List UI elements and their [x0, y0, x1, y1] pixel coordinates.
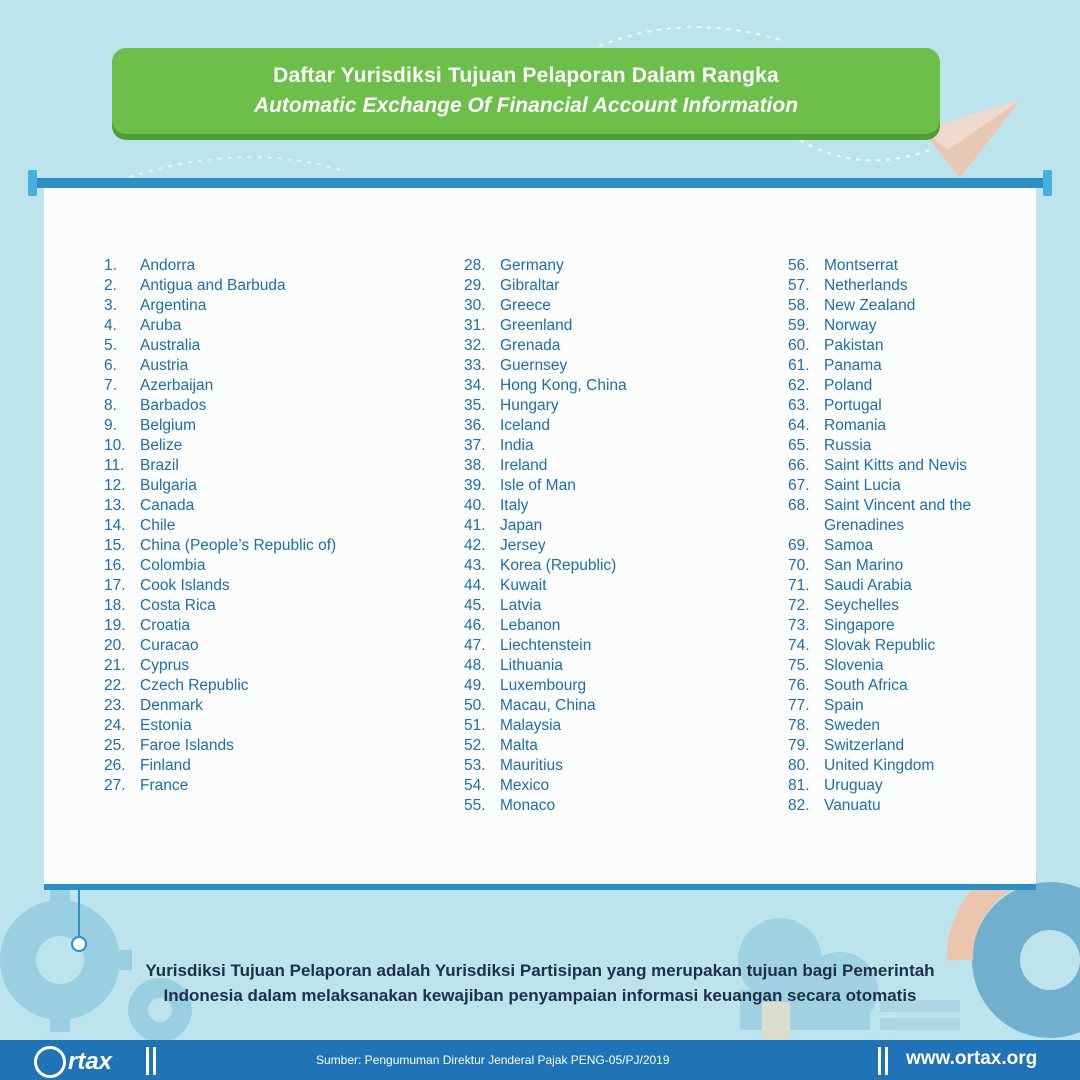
list-item-name: Croatia [140, 617, 190, 634]
list-item-name: Antigua and Barbuda [140, 277, 286, 294]
list-item-name: Bulgaria [140, 477, 197, 494]
list-item-number: 40. [464, 497, 486, 514]
list-item [788, 556, 1024, 576]
list-item-name: Sweden [824, 717, 881, 734]
list-item-number: 78. [788, 717, 810, 734]
list-item-name: New Zealand [824, 297, 916, 314]
list-item-name: Lithuania [500, 657, 563, 674]
list-item [464, 776, 770, 796]
list-item-number: 30. [464, 297, 486, 314]
description [60, 958, 1020, 1008]
list-item [104, 516, 400, 536]
list-item-name: Saint Vincent and the Grenadines [824, 497, 972, 534]
list-item [788, 656, 1024, 676]
list-item-number: 5. [104, 337, 117, 354]
list-item-name: China (People’s Republic of) [140, 537, 337, 554]
list-item-name: Saudi Arabia [824, 577, 912, 594]
list-item-number: 1. [104, 257, 117, 274]
list-item-number: 80. [788, 757, 810, 774]
jurisdiction-column-2 [464, 256, 770, 816]
list-item-number: 18. [104, 597, 126, 614]
list-item [464, 556, 770, 576]
list-item-number: 62. [788, 377, 810, 394]
list-item-name: Belgium [140, 417, 196, 434]
list-item [104, 576, 400, 596]
list-item-name: South Africa [824, 677, 908, 694]
list-item [464, 716, 770, 736]
list-item-name: Vanuatu [824, 797, 881, 814]
list-item [788, 536, 1024, 556]
list-item-number: 81. [788, 777, 810, 794]
list-item-name: Barbados [140, 397, 207, 414]
logo-text: rtax [68, 1048, 113, 1075]
list-item-number: 77. [788, 697, 810, 714]
list-item [104, 656, 400, 676]
list-item-number: 19. [104, 617, 126, 634]
list-item-number: 28. [464, 257, 486, 274]
list-item-number: 2. [104, 277, 117, 294]
list-item-number: 75. [788, 657, 810, 674]
list-item-number: 38. [464, 457, 486, 474]
list-item-name: Italy [500, 497, 529, 514]
list-item-number: 6. [104, 357, 117, 374]
list-item-name: Korea (Republic) [500, 557, 617, 574]
list-item-name: Mauritius [500, 757, 563, 774]
list-item-number: 42. [464, 537, 486, 554]
list-item [788, 376, 1024, 396]
list-item-name: Greenland [500, 317, 573, 334]
list-item [104, 316, 400, 336]
list-item [104, 276, 400, 296]
list-item-number: 82. [788, 797, 810, 814]
list-item-number: 53. [464, 757, 486, 774]
list-item [464, 316, 770, 336]
list-item-number: 26. [104, 757, 126, 774]
list-item-name: Hungary [500, 397, 559, 414]
list-item [464, 676, 770, 696]
list-item-name: Spain [824, 697, 864, 714]
list-item [464, 596, 770, 616]
list-item-name: Gibraltar [500, 277, 560, 294]
list-item-number: 7. [104, 377, 117, 394]
list-item [788, 616, 1024, 636]
list-item-number: 73. [788, 617, 810, 634]
list-item [788, 276, 1024, 296]
list-item-name: Finland [140, 757, 191, 774]
list-item [788, 316, 1024, 336]
list-item-number: 13. [104, 497, 126, 514]
list-item-name: Switzerland [824, 737, 905, 754]
list-item [464, 576, 770, 596]
list-item [104, 536, 400, 556]
list-item-number: 15. [104, 537, 126, 554]
list-item [788, 776, 1024, 796]
list-item-name: Iceland [500, 417, 550, 434]
list-item-name: France [140, 777, 189, 794]
list-item [104, 716, 400, 736]
list-item-number: 76. [788, 677, 810, 694]
list-item-number: 41. [464, 517, 486, 534]
list-item [104, 376, 400, 396]
list-item-number: 29. [464, 277, 486, 294]
list-item [104, 756, 400, 776]
list-item-name: Germany [500, 257, 564, 274]
list-item [104, 616, 400, 636]
list-item [104, 596, 400, 616]
list-item-name: Guernsey [500, 357, 568, 374]
list-item-name: Cyprus [140, 657, 190, 674]
list-item-number: 4. [104, 317, 117, 334]
list-item-number: 47. [464, 637, 486, 654]
rod-cap-right [1043, 170, 1052, 196]
list-item-name: Greece [500, 297, 551, 314]
list-item [464, 636, 770, 656]
list-item [464, 296, 770, 316]
list-item-name: Slovenia [824, 657, 884, 674]
jurisdiction-column-3 [788, 256, 1024, 816]
list-item-number: 68. [788, 497, 810, 514]
list-item [788, 336, 1024, 356]
list-item-name: Norway [824, 317, 877, 334]
list-item-name: Denmark [140, 697, 203, 714]
list-item [464, 336, 770, 356]
whiteboard-bottom-rod [44, 884, 1036, 890]
list-item-number: 14. [104, 517, 126, 534]
list-item [464, 256, 770, 276]
list-item-name: Pakistan [824, 337, 884, 354]
list-item-name: Lebanon [500, 617, 561, 634]
list-item-number: 79. [788, 737, 810, 754]
list-item-name: Brazil [140, 457, 179, 474]
list-item [788, 696, 1024, 716]
list-item-name: Singapore [824, 617, 895, 634]
list-item-name: Malaysia [500, 717, 562, 734]
list-item-name: India [500, 437, 534, 454]
list-item-number: 16. [104, 557, 126, 574]
list-item-name: Estonia [140, 717, 192, 734]
list-item-number: 67. [788, 477, 810, 494]
list-item [788, 496, 1024, 536]
list-item-number: 20. [104, 637, 126, 654]
list-item [788, 356, 1024, 376]
list-item [104, 436, 400, 456]
list-item-number: 35. [464, 397, 486, 414]
gear-icon [960, 868, 1080, 1038]
list-item-name: Faroe Islands [140, 737, 234, 754]
list-item-name: Romania [824, 417, 887, 434]
list-item-name: Latvia [500, 597, 542, 614]
list-item-name: Japan [500, 517, 543, 534]
list-item-name: Costa Rica [140, 597, 216, 614]
list-item-number: 48. [464, 657, 486, 674]
list-item-name: Argentina [140, 297, 207, 314]
list-item-name: Aruba [140, 317, 182, 334]
list-item-name: Uruguay [824, 777, 883, 794]
list-item [788, 256, 1024, 276]
whiteboard-knob [71, 936, 87, 952]
list-item-name: Cook Islands [140, 577, 230, 594]
list-item-number: 27. [104, 777, 126, 794]
list-item [104, 676, 400, 696]
list-item [104, 356, 400, 376]
list-item [464, 356, 770, 376]
list-item-number: 39. [464, 477, 486, 494]
list-item-number: 60. [788, 337, 810, 354]
ortax-logo [34, 1046, 112, 1078]
list-item [464, 436, 770, 456]
list-item [788, 476, 1024, 496]
list-item-name: Malta [500, 737, 538, 754]
list-item-number: 70. [788, 557, 810, 574]
list-item-name: Isle of Man [500, 477, 576, 494]
list-item-name: United Kingdom [824, 757, 935, 774]
list-item-number: 54. [464, 777, 486, 794]
list-item [464, 616, 770, 636]
list-item-number: 10. [104, 437, 126, 454]
list-item [464, 476, 770, 496]
list-item [464, 416, 770, 436]
list-item [104, 496, 400, 516]
list-item-number: 36. [464, 417, 486, 434]
list-item [104, 456, 400, 476]
list-item [464, 756, 770, 776]
description-line-2: Indonesia dalam melaksanakan kewajiban penyampaian informasi keuangan secara otomatis [163, 986, 917, 1005]
list-item [104, 336, 400, 356]
list-item-number: 24. [104, 717, 126, 734]
title-banner [112, 48, 940, 134]
list-item-number: 58. [788, 297, 810, 314]
whiteboard-string [78, 890, 80, 938]
list-item-number: 8. [104, 397, 117, 414]
list-item-number: 61. [788, 357, 810, 374]
list-item [464, 496, 770, 516]
list-item-number: 50. [464, 697, 486, 714]
list-item [788, 416, 1024, 436]
list-item-number: 11. [104, 457, 125, 474]
list-item-name: Mexico [500, 777, 550, 794]
list-item-number: 57. [788, 277, 810, 294]
list-item [104, 556, 400, 576]
list-item-number: 45. [464, 597, 486, 614]
list-item-number: 37. [464, 437, 486, 454]
list-item-name: San Marino [824, 557, 904, 574]
list-item [464, 656, 770, 676]
list-item [788, 396, 1024, 416]
footer-divider-left [146, 1047, 156, 1075]
list-item-name: Azerbaijan [140, 377, 214, 394]
list-item [788, 736, 1024, 756]
list-item-number: 44. [464, 577, 486, 594]
list-item-number: 22. [104, 677, 126, 694]
list-item-name: Czech Republic [140, 677, 249, 694]
title-line-2: Automatic Exchange Of Financial Account Information [253, 94, 799, 117]
list-item [104, 476, 400, 496]
list-item [464, 376, 770, 396]
list-item-number: 33. [464, 357, 486, 374]
list-item [464, 456, 770, 476]
list-item-name: Curacao [140, 637, 199, 654]
list-item [788, 596, 1024, 616]
list-item-name: Grenada [500, 337, 561, 354]
list-item-name: Ireland [500, 457, 548, 474]
list-item-name: Australia [140, 337, 201, 354]
list-item-number: 55. [464, 797, 486, 814]
list-item-number: 17. [104, 577, 126, 594]
list-item-name: Saint Kitts and Nevis [824, 457, 968, 474]
list-item [788, 296, 1024, 316]
list-item-number: 49. [464, 677, 486, 694]
list-item-number: 69. [788, 537, 810, 554]
list-item [104, 776, 400, 796]
title-line-1: Daftar Yurisdiksi Tujuan Pelaporan Dalam Rangka [273, 64, 779, 87]
list-item-number: 74. [788, 637, 810, 654]
source-text: Sumber: Pengumuman Direktur Jenderal Pajak PENG-05/PJ/2019 [316, 1053, 670, 1067]
list-item-name: Chile [140, 517, 176, 534]
list-item [104, 396, 400, 416]
list-item-number: 12. [104, 477, 126, 494]
whiteboard-top-rod [28, 178, 1052, 188]
list-item-number: 71. [788, 577, 810, 594]
list-item-name: Panama [824, 357, 882, 374]
ortax-logo-icon [34, 1046, 66, 1078]
list-item-name: Colombia [140, 557, 206, 574]
list-item-name: Monaco [500, 797, 556, 814]
list-item-number: 46. [464, 617, 486, 634]
list-item [104, 416, 400, 436]
jurisdiction-column-1 [104, 256, 400, 796]
list-item [788, 636, 1024, 656]
list-item-name: Austria [140, 357, 189, 374]
list-item [788, 716, 1024, 736]
list-item-number: 23. [104, 697, 126, 714]
list-item [464, 796, 770, 816]
list-item-number: 9. [104, 417, 117, 434]
list-item-number: 66. [788, 457, 810, 474]
list-item-name: Russia [824, 437, 872, 454]
list-item-name: Slovak Republic [824, 637, 936, 654]
list-item-number: 3. [104, 297, 117, 314]
list-item [788, 756, 1024, 776]
list-item-name: Kuwait [500, 577, 547, 594]
list-item-name: Belize [140, 437, 183, 454]
list-item [788, 456, 1024, 476]
list-item [104, 636, 400, 656]
list-item [104, 256, 400, 276]
list-item-number: 25. [104, 737, 126, 754]
list-item-name: Macau, China [500, 697, 596, 714]
list-item-name: Andorra [140, 257, 196, 274]
list-item-name: Seychelles [824, 597, 899, 614]
list-item-number: 56. [788, 257, 810, 274]
list-item-number: 65. [788, 437, 810, 454]
list-item-number: 59. [788, 317, 810, 334]
list-item-number: 32. [464, 337, 486, 354]
list-item [464, 536, 770, 556]
list-item [104, 296, 400, 316]
list-item [464, 516, 770, 536]
list-item-name: Samoa [824, 537, 874, 554]
list-item [788, 436, 1024, 456]
list-item-name: Poland [824, 377, 873, 394]
list-item [464, 736, 770, 756]
rod-cap-left [28, 170, 37, 196]
list-item [788, 796, 1024, 816]
list-item [104, 736, 400, 756]
list-item-number: 21. [104, 657, 126, 674]
list-item-number: 34. [464, 377, 486, 394]
list-item-number: 63. [788, 397, 810, 414]
list-item-name: Jersey [500, 537, 546, 554]
list-item-number: 72. [788, 597, 810, 614]
list-item-name: Montserrat [824, 257, 899, 274]
website-link[interactable]: www.ortax.org [906, 1048, 1038, 1069]
list-item-name: Liechtenstein [500, 637, 592, 654]
list-item-number: 51. [464, 717, 486, 734]
description-line-1: Yurisdiksi Tujuan Pelaporan adalah Yurisdiksi Partisipan yang merupakan tujuan bagi Pemerintah [145, 961, 935, 980]
list-item [464, 696, 770, 716]
list-item [788, 576, 1024, 596]
list-item-name: Netherlands [824, 277, 908, 294]
list-item-name: Saint Lucia [824, 477, 901, 494]
list-item-name: Portugal [824, 397, 882, 414]
list-item-number: 64. [788, 417, 810, 434]
list-item [464, 276, 770, 296]
list-item-number: 31. [464, 317, 486, 334]
list-item [788, 676, 1024, 696]
list-item-name: Canada [140, 497, 195, 514]
list-item [104, 696, 400, 716]
list-item-name: Luxembourg [500, 677, 587, 694]
list-item [464, 396, 770, 416]
footer-divider-right [878, 1047, 888, 1075]
list-item-number: 52. [464, 737, 486, 754]
list-item-name: Hong Kong, China [500, 377, 627, 394]
list-item-number: 43. [464, 557, 486, 574]
